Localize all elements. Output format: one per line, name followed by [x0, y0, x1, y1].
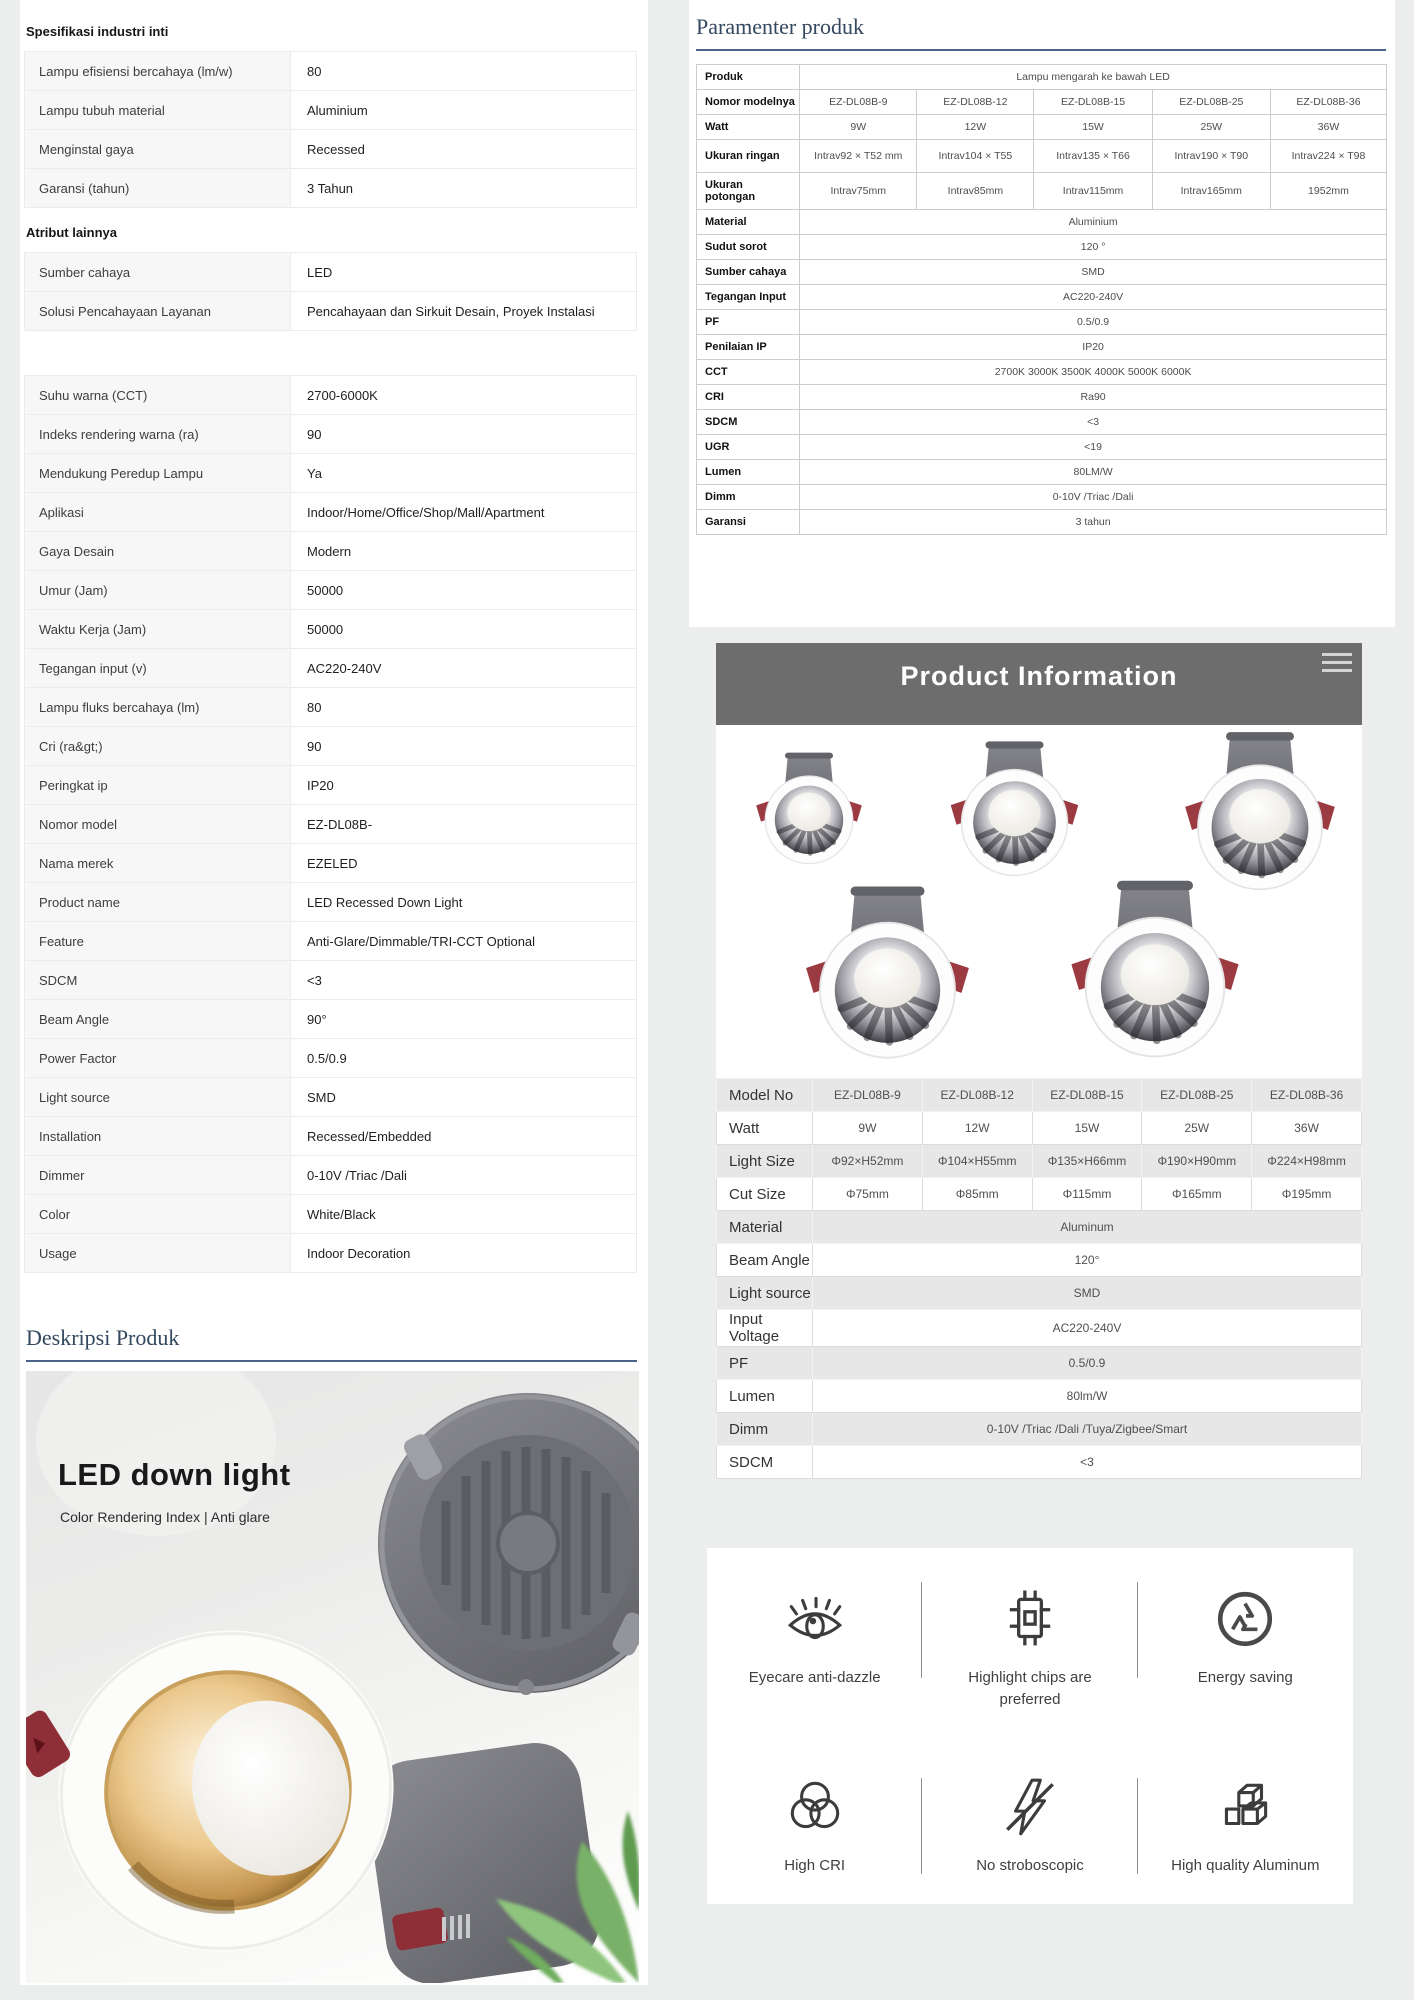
table-row: [717, 1277, 1362, 1310]
feature-high-cri: [707, 1744, 922, 1904]
param-value: 36W: [1270, 115, 1386, 140]
table-row: [697, 335, 1387, 360]
spec-value: 90°: [291, 1000, 637, 1039]
table-row: [717, 1446, 1362, 1479]
spec-value: 80lm/W: [813, 1380, 1362, 1413]
table-row: [25, 454, 637, 493]
table-row: [25, 532, 637, 571]
spec-value: Ya: [291, 454, 637, 493]
no-strobe-icon: [997, 1774, 1063, 1840]
param-value: SMD: [800, 260, 1387, 285]
table-row: [25, 292, 637, 331]
menu-icon[interactable]: [1322, 653, 1352, 677]
recycle-icon: [1212, 1586, 1278, 1652]
spec-value: Modern: [291, 532, 637, 571]
table-row: [25, 1195, 637, 1234]
table-row: [717, 1178, 1362, 1211]
feature-label: High quality Aluminum: [1171, 1857, 1320, 1874]
spec-value: 25W: [1142, 1112, 1252, 1145]
feature-no-strobe: [922, 1744, 1137, 1904]
spec-label: Suhu warna (CCT): [25, 376, 291, 415]
table-row: [25, 766, 637, 805]
photo-heading: LED down light: [58, 1457, 291, 1492]
spec-label: Installation: [25, 1117, 291, 1156]
downlight-back-view: [378, 1393, 639, 1695]
empty-spacer-row: [24, 331, 648, 375]
table-row: [717, 1413, 1362, 1446]
table-row: [25, 1117, 637, 1156]
param-label: Dimm: [697, 485, 800, 510]
table-row: [697, 410, 1387, 435]
spec-value: <3: [291, 961, 637, 1000]
spec-value: 120°: [813, 1244, 1362, 1277]
table-row: [697, 115, 1387, 140]
spec-label: Solusi Pencahayaan Layanan: [25, 292, 291, 331]
spec-value: EZ-DL08B-12: [922, 1079, 1032, 1112]
table-row: [25, 610, 637, 649]
param-value: <19: [800, 435, 1387, 460]
spec-value: EZ-DL08B-: [291, 805, 637, 844]
spec-label: Color: [25, 1195, 291, 1234]
param-value: <3: [800, 410, 1387, 435]
spec-label: Lampu fluks bercahaya (lm): [25, 688, 291, 727]
table-row: [717, 1112, 1362, 1145]
table-row: [697, 65, 1387, 90]
table-row: [717, 1211, 1362, 1244]
features-panel: [707, 1548, 1353, 1904]
product-information-header: [716, 643, 1362, 725]
spec-label: Garansi (tahun): [25, 169, 291, 208]
downlight-image-medium: [942, 737, 1087, 878]
spec-value: LED: [291, 253, 637, 292]
param-value: 12W: [917, 115, 1034, 140]
description-section-title: Deskripsi Produk: [26, 1325, 637, 1362]
table-row: [25, 169, 637, 208]
param-label: Penilaian IP: [697, 335, 800, 360]
other-attrs-title: Atribut lainnya: [26, 225, 118, 240]
spec-label: Lampu tubuh material: [25, 91, 291, 130]
feature-chips: [922, 1548, 1137, 1744]
table-row: [25, 961, 637, 1000]
table-row: [25, 91, 637, 130]
spec-value: Recessed: [291, 130, 637, 169]
spec-value: 0.5/0.9: [813, 1347, 1362, 1380]
downlight-image-xxlarge: [1060, 875, 1250, 1060]
param-label: CCT: [697, 360, 800, 385]
table-row: [697, 485, 1387, 510]
feature-energy: [1138, 1548, 1353, 1744]
param-value: Intrav165mm: [1152, 173, 1270, 210]
feature-label: High CRI: [784, 1857, 846, 1874]
spec-value: Indoor Decoration: [291, 1234, 637, 1273]
spec-label: Cut Size: [717, 1178, 813, 1211]
spec-value: 80: [291, 52, 637, 91]
product-images: [716, 725, 1362, 1078]
spec-label: Mendukung Peredup Lampu: [25, 454, 291, 493]
eye-icon: [782, 1586, 848, 1652]
spec-value: Φ115mm: [1032, 1178, 1142, 1211]
spec-value: 12W: [922, 1112, 1032, 1145]
table-row: [25, 649, 637, 688]
param-label: Lumen: [697, 460, 800, 485]
table-row: [25, 727, 637, 766]
spec-value: Φ135×H66mm: [1032, 1145, 1142, 1178]
spec-label: Nomor model: [25, 805, 291, 844]
spec-label: Watt: [717, 1112, 813, 1145]
param-value: 2700K 3000K 3500K 4000K 5000K 6000K: [800, 360, 1387, 385]
spec-value: White/Black: [291, 1195, 637, 1234]
downlight-image-small: [749, 749, 869, 866]
product-information-panel: [716, 643, 1362, 1479]
spec-label: PF: [717, 1347, 813, 1380]
param-value: 3 tahun: [800, 510, 1387, 535]
spec-value: Φ195mm: [1252, 1178, 1362, 1211]
feature-label: Energy saving: [1197, 1669, 1293, 1686]
downlight-image-large: [1175, 727, 1345, 893]
spec-value: Φ224×H98mm: [1252, 1145, 1362, 1178]
product-information-table: [716, 1078, 1362, 1479]
param-value: 120 °: [800, 235, 1387, 260]
table-row: [697, 310, 1387, 335]
param-label: Garansi: [697, 510, 800, 535]
param-value: 25W: [1152, 115, 1270, 140]
spec-value: SMD: [291, 1078, 637, 1117]
table-row: [25, 415, 637, 454]
spec-label: Tegangan input (v): [25, 649, 291, 688]
param-value: Intrav224 × T98: [1270, 140, 1386, 173]
spec-label: Cri (ra&gt;): [25, 727, 291, 766]
spec-value: EZ-DL08B-9: [813, 1079, 923, 1112]
table-row: [717, 1380, 1362, 1413]
right-column: [689, 0, 1395, 2000]
param-value: 0.5/0.9: [800, 310, 1387, 335]
param-label: Ukuran ringan: [697, 140, 800, 173]
table-row: [25, 52, 637, 91]
param-value: Aluminium: [800, 210, 1387, 235]
param-value: Intrav85mm: [917, 173, 1034, 210]
spec-value: 0.5/0.9: [291, 1039, 637, 1078]
table-row: [25, 922, 637, 961]
spec-value: 36W: [1252, 1112, 1362, 1145]
spec-label: Input Voltage: [717, 1310, 813, 1347]
table-row: [25, 130, 637, 169]
spec-value: 50000: [291, 571, 637, 610]
param-label: Sumber cahaya: [697, 260, 800, 285]
spec-label: SDCM: [25, 961, 291, 1000]
table-row: [697, 285, 1387, 310]
table-row: [25, 1234, 637, 1273]
table-row: [697, 173, 1387, 210]
param-value: 15W: [1034, 115, 1152, 140]
table-row: [697, 360, 1387, 385]
param-value: AC220-240V: [800, 285, 1387, 310]
table-row: [25, 253, 637, 292]
spec-label: Lumen: [717, 1380, 813, 1413]
spec-value: LED Recessed Down Light: [291, 883, 637, 922]
spec-label: Usage: [25, 1234, 291, 1273]
param-value: EZ-DL08B-25: [1152, 90, 1270, 115]
spec-label: Indeks rendering warna (ra): [25, 415, 291, 454]
param-value: 1952mm: [1270, 173, 1386, 210]
param-label: Watt: [697, 115, 800, 140]
feature-label: No stroboscopic: [976, 1857, 1084, 1874]
spec-label: Light source: [25, 1078, 291, 1117]
table-row: [25, 376, 637, 415]
spec-label: Beam Angle: [717, 1244, 813, 1277]
spec-value: Φ85mm: [922, 1178, 1032, 1211]
spec-value: Indoor/Home/Office/Shop/Mall/Apartment: [291, 493, 637, 532]
spec-value: AC220-240V: [291, 649, 637, 688]
left-panel: [20, 0, 648, 1985]
downlight-image-xlarge: [795, 881, 980, 1061]
param-value: 0-10V /Triac /Dali: [800, 485, 1387, 510]
spec-value: 50000: [291, 610, 637, 649]
spec-label: Light source: [717, 1277, 813, 1310]
table-row: [697, 510, 1387, 535]
feature-label: Highlight chips are preferred: [968, 1669, 1092, 1708]
table-row: [697, 90, 1387, 115]
spec-value: Φ104×H55mm: [922, 1145, 1032, 1178]
spec-value: EZ-DL08B-36: [1252, 1079, 1362, 1112]
spec-label: Model No: [717, 1079, 813, 1112]
table-row: [717, 1145, 1362, 1178]
feature-label: Eyecare anti-dazzle: [748, 1669, 881, 1686]
spec-value: IP20: [291, 766, 637, 805]
spec-value: 15W: [1032, 1112, 1142, 1145]
table-row: [25, 571, 637, 610]
param-value: EZ-DL08B-9: [800, 90, 917, 115]
spec-label: Gaya Desain: [25, 532, 291, 571]
table-row: [697, 435, 1387, 460]
spec-value: Φ165mm: [1142, 1178, 1252, 1211]
table-row: [717, 1347, 1362, 1380]
table-row: [697, 385, 1387, 410]
param-value: Intrav135 × T66: [1034, 140, 1152, 173]
param-value: 80LM/W: [800, 460, 1387, 485]
spec-value: 3 Tahun: [291, 169, 637, 208]
spec-value: EZ-DL08B-15: [1032, 1079, 1142, 1112]
param-label: Produk: [697, 65, 800, 90]
cri-circles-icon: [782, 1774, 848, 1840]
spec-label: Dimmer: [25, 1156, 291, 1195]
param-label: Material: [697, 210, 800, 235]
param-value: Lampu mengarah ke bawah LED: [800, 65, 1387, 90]
param-label: SDCM: [697, 410, 800, 435]
spec-value: AC220-240V: [813, 1310, 1362, 1347]
spec-value: SMD: [813, 1277, 1362, 1310]
spec-value: EZELED: [291, 844, 637, 883]
feature-aluminum: [1138, 1744, 1353, 1904]
param-label: Tegangan Input: [697, 285, 800, 310]
parameters-panel: [689, 0, 1395, 627]
table-row: [25, 805, 637, 844]
spec-value: 0-10V /Triac /Dali /Tuya/Zigbee/Smart: [813, 1413, 1362, 1446]
spec-label: Peringkat ip: [25, 766, 291, 805]
spec-value: Pencahayaan dan Sirkuit Desain, Proyek Instalasi: [291, 292, 637, 331]
spec-label: Menginstal gaya: [25, 130, 291, 169]
other-attrs-table-top: [24, 252, 637, 331]
spec-value: 2700-6000K: [291, 376, 637, 415]
table-row: [25, 1156, 637, 1195]
table-row: [717, 1310, 1362, 1347]
spec-label: Waktu Kerja (Jam): [25, 610, 291, 649]
spec-value: EZ-DL08B-25: [1142, 1079, 1252, 1112]
table-row: [697, 260, 1387, 285]
table-row: [25, 1000, 637, 1039]
param-label: PF: [697, 310, 800, 335]
spec-label: Umur (Jam): [25, 571, 291, 610]
spec-value: Φ75mm: [813, 1178, 923, 1211]
spec-value: 90: [291, 727, 637, 766]
spec-value: Φ92×H52mm: [813, 1145, 923, 1178]
parameters-table: [696, 64, 1387, 535]
core-specs-title: Spesifikasi industri inti: [26, 24, 169, 39]
table-row: [697, 140, 1387, 173]
photo-subheading: Color Rendering Index | Anti glare: [60, 1509, 270, 1525]
param-label: Sudut sorot: [697, 235, 800, 260]
spec-value: Aluminium: [291, 91, 637, 130]
spec-label: Aplikasi: [25, 493, 291, 532]
param-value: EZ-DL08B-15: [1034, 90, 1152, 115]
spec-value: 80: [291, 688, 637, 727]
chip-icon: [997, 1586, 1063, 1652]
spec-label: Sumber cahaya: [25, 253, 291, 292]
param-label: CRI: [697, 385, 800, 410]
table-row: [25, 493, 637, 532]
table-row: [697, 210, 1387, 235]
spec-value: 0-10V /Triac /Dali: [291, 1156, 637, 1195]
param-value: Ra90: [800, 385, 1387, 410]
spec-value: 9W: [813, 1112, 923, 1145]
param-label: Nomor modelnya: [697, 90, 800, 115]
spec-label: Nama merek: [25, 844, 291, 883]
spec-label: Lampu efisiensi bercahaya (lm/w): [25, 52, 291, 91]
spec-label: Light Size: [717, 1145, 813, 1178]
param-value: EZ-DL08B-36: [1270, 90, 1386, 115]
param-value: Intrav104 × T55: [917, 140, 1034, 173]
param-label: UGR: [697, 435, 800, 460]
downlight-gold-front: [26, 1595, 428, 1983]
param-value: EZ-DL08B-12: [917, 90, 1034, 115]
spec-value: Aluminum: [813, 1211, 1362, 1244]
product-information-title: Product Information: [900, 660, 1178, 691]
param-label: Ukuran potongan: [697, 173, 800, 210]
spec-value: Recessed/Embedded: [291, 1117, 637, 1156]
product-description-photo: [26, 1371, 639, 1983]
param-value: 9W: [800, 115, 917, 140]
table-row: [717, 1244, 1362, 1277]
table-row: [25, 883, 637, 922]
param-value: Intrav92 × T52 mm: [800, 140, 917, 173]
spec-value: Φ190×H90mm: [1142, 1145, 1252, 1178]
aluminum-cubes-icon: [1212, 1774, 1278, 1840]
spec-label: Feature: [25, 922, 291, 961]
spec-value: 90: [291, 415, 637, 454]
spec-label: Product name: [25, 883, 291, 922]
spec-label: Power Factor: [25, 1039, 291, 1078]
param-value: Intrav115mm: [1034, 173, 1152, 210]
spec-value: <3: [813, 1446, 1362, 1479]
feature-eyecare: [707, 1548, 922, 1744]
spec-label: SDCM: [717, 1446, 813, 1479]
param-value: IP20: [800, 335, 1387, 360]
table-row: [717, 1079, 1362, 1112]
table-row: [697, 235, 1387, 260]
param-value: Intrav75mm: [800, 173, 917, 210]
parameters-title: Paramenter produk: [696, 14, 1386, 51]
table-row: [697, 460, 1387, 485]
table-row: [25, 844, 637, 883]
spec-value: Anti-Glare/Dimmable/TRI-CCT Optional: [291, 922, 637, 961]
spec-label: Dimm: [717, 1413, 813, 1446]
param-value: Intrav190 × T90: [1152, 140, 1270, 173]
core-specs-table: [24, 51, 637, 208]
table-row: [25, 1078, 637, 1117]
spec-label: Material: [717, 1211, 813, 1244]
spec-label: Beam Angle: [25, 1000, 291, 1039]
other-attrs-table-bottom: [24, 375, 637, 1273]
table-row: [25, 1039, 637, 1078]
table-row: [25, 688, 637, 727]
